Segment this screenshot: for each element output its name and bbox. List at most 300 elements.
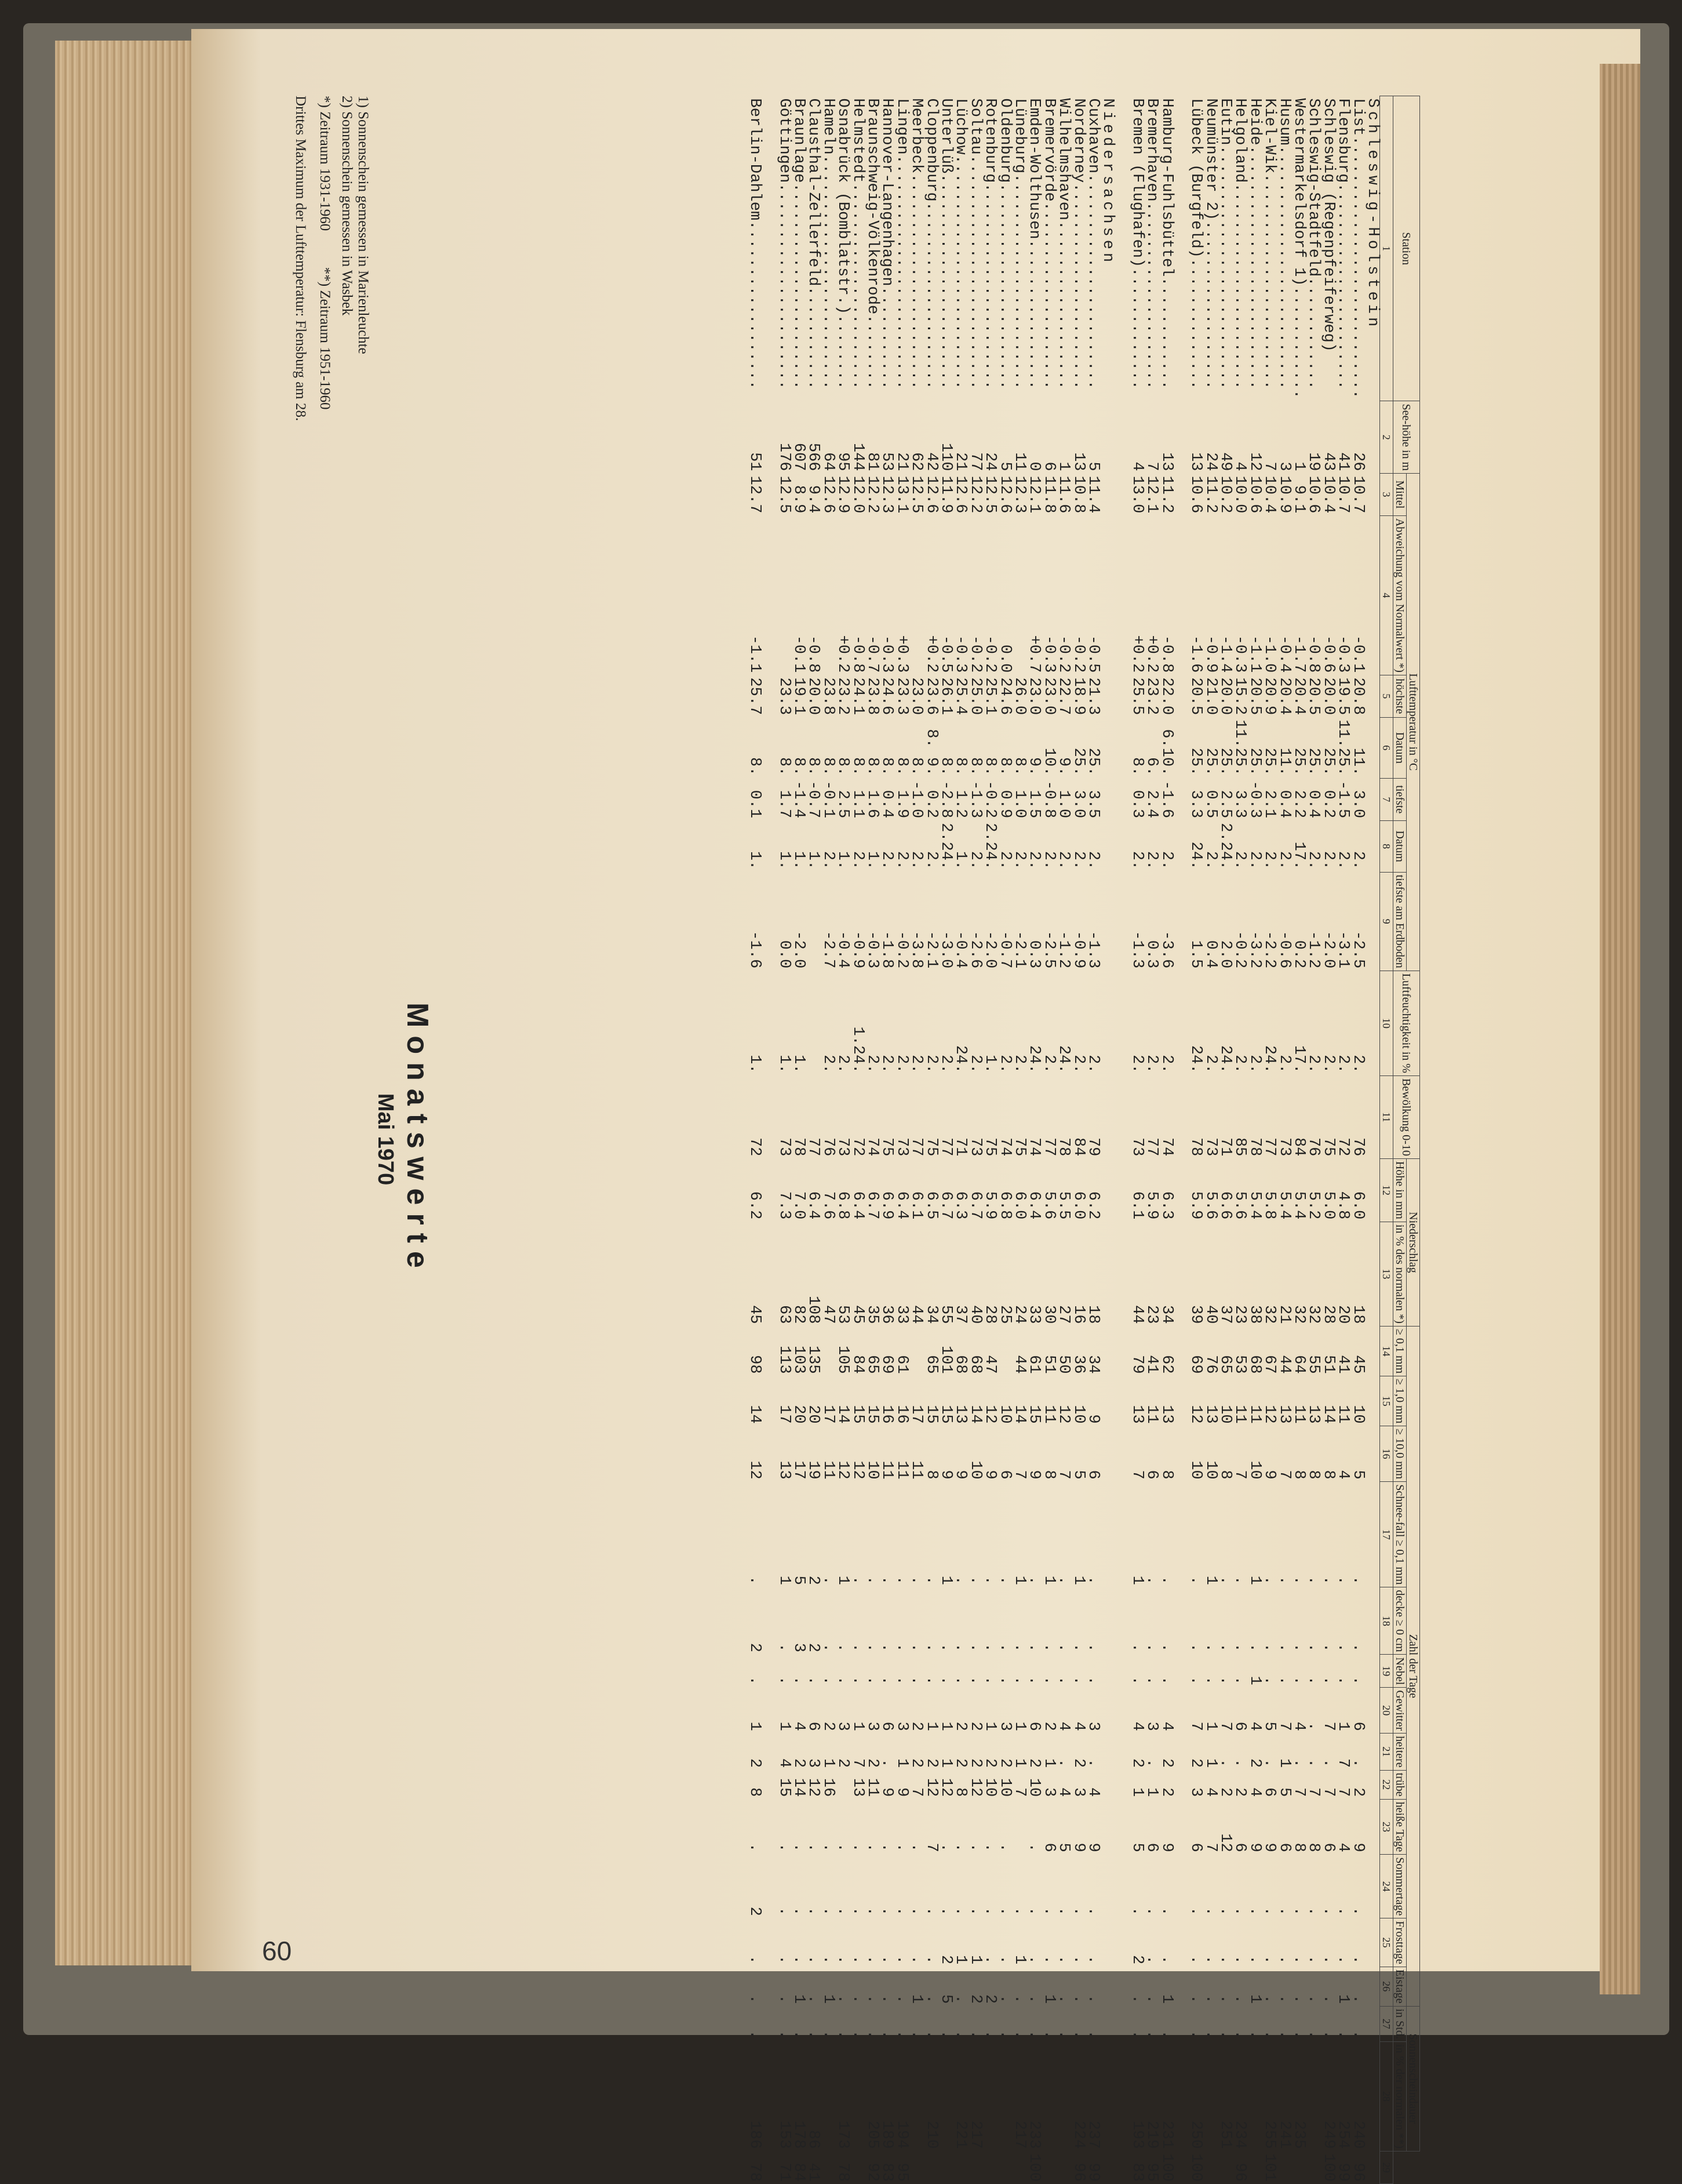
table-cell: -1.2 bbox=[1055, 931, 1073, 969]
table-cell: 8. bbox=[1128, 757, 1146, 776]
table-cell: 19 bbox=[804, 1460, 822, 1480]
table-cell: 607 bbox=[789, 442, 807, 471]
table-cell: 99 bbox=[1334, 2163, 1352, 2182]
table-cell: 9. bbox=[1055, 757, 1073, 776]
table-cell: 1. bbox=[746, 851, 764, 870]
table-cell: 0.4 bbox=[1305, 790, 1323, 819]
station-name: Unterlüß....................... bbox=[937, 98, 955, 390]
table-cell: 2.4 bbox=[1143, 790, 1161, 819]
table-cell: 5.2 bbox=[1305, 1191, 1323, 1220]
table-cell: -0.7 bbox=[804, 780, 822, 819]
column-number: 4 bbox=[1380, 515, 1393, 675]
table-cell: . bbox=[908, 1642, 926, 1652]
table-cell: 0.0 bbox=[775, 940, 793, 969]
table-cell: . bbox=[878, 1642, 896, 1652]
table-cell: . bbox=[819, 1906, 837, 1916]
table-cell: 23.0 bbox=[908, 677, 926, 715]
page-subtitle: Mai 1970 bbox=[373, 1093, 398, 1186]
table-cell: 20 bbox=[804, 1405, 822, 1424]
table-cell: . bbox=[1246, 1955, 1264, 1965]
table-cell: . bbox=[1025, 1642, 1043, 1652]
table-cell: 234 bbox=[1231, 2120, 1249, 2149]
table-cell: 1 bbox=[746, 1721, 764, 1731]
spacer-cell bbox=[1174, 96, 1188, 2184]
table-cell: 55 bbox=[937, 1305, 955, 1324]
table-cell: 12 bbox=[834, 1460, 852, 1480]
table-cell: . bbox=[878, 1994, 896, 2004]
table-cell: 241 bbox=[1275, 2120, 1293, 2149]
table-cell: 23.2 bbox=[834, 677, 852, 715]
table-cell: 13 bbox=[775, 1460, 793, 1480]
table-cell: -2.0 bbox=[981, 931, 999, 969]
table-cell: . bbox=[834, 1955, 852, 1965]
table-cell: 25. bbox=[1187, 747, 1205, 776]
table-cell: . bbox=[966, 1843, 984, 1852]
table-cell: . bbox=[908, 1906, 926, 1916]
table-cell: 64 bbox=[819, 452, 837, 471]
table-cell: 2. bbox=[1084, 1055, 1102, 1074]
table-cell: 36 bbox=[1069, 1355, 1087, 1374]
table-cell: 8 bbox=[1157, 1470, 1175, 1480]
table-cell: 2. bbox=[1202, 851, 1219, 870]
table-cell: . bbox=[996, 2030, 1014, 2040]
table-row bbox=[909, 96, 923, 2184]
table-cell: 2 bbox=[952, 1758, 970, 1768]
table-cell: 78 bbox=[1187, 1137, 1205, 1157]
table-cell: 3 bbox=[834, 1721, 852, 1731]
table-cell: . bbox=[1040, 1676, 1058, 1685]
table-cell: 7 bbox=[1275, 1470, 1293, 1480]
table-cell: 9.1 bbox=[1290, 485, 1308, 514]
table-cell: 34 bbox=[1157, 1305, 1175, 1324]
table-cell: 77 bbox=[966, 452, 984, 471]
table-cell: . bbox=[981, 1843, 999, 1852]
table-cell: 194 bbox=[893, 2120, 911, 2149]
table-cell: . bbox=[1143, 1994, 1161, 2004]
table-cell: 15 bbox=[1025, 1405, 1043, 1424]
table-cell: 10.9 bbox=[1275, 475, 1293, 514]
table-cell: 0.2 bbox=[1319, 790, 1337, 819]
table-cell: 27 bbox=[1055, 1305, 1073, 1324]
table-cell: . bbox=[834, 1676, 852, 1685]
table-cell: . bbox=[1011, 1642, 1029, 1652]
table-cell: . bbox=[1202, 2030, 1219, 2040]
table-cell: 16 bbox=[878, 1405, 896, 1424]
table-cell: . bbox=[1084, 2030, 1102, 2040]
column-number: 27 bbox=[1380, 2006, 1393, 2041]
table-cell: 1.7 bbox=[775, 790, 793, 819]
table-cell: . bbox=[1143, 1955, 1161, 1965]
table-cell: 8. bbox=[834, 757, 852, 776]
header-hoehe: Höhe in mm bbox=[1393, 1158, 1407, 1222]
table-cell: 55 bbox=[1305, 1355, 1323, 1374]
table-cell: 33 bbox=[1025, 1305, 1043, 1324]
column-number: 11 bbox=[1380, 1075, 1393, 1158]
table-cell: . bbox=[1011, 1994, 1029, 2004]
table-cell: 18 bbox=[1084, 1305, 1102, 1324]
table-cell: . bbox=[1275, 1955, 1293, 1965]
table-cell: . bbox=[1319, 1676, 1337, 1685]
table-cell: 6.0 bbox=[1069, 1191, 1087, 1220]
table-cell: 6 bbox=[1231, 1843, 1249, 1852]
table-cell: 26.1 bbox=[937, 677, 955, 715]
table-cell: . bbox=[1084, 1575, 1102, 1585]
header-schneedecke: decke ≥ 0 cm bbox=[1393, 1587, 1407, 1655]
table-row bbox=[1188, 96, 1203, 2184]
table-cell: 65 bbox=[922, 1355, 940, 1374]
table-cell: 78 bbox=[789, 1137, 807, 1157]
table-cell: 5 bbox=[1261, 1721, 1279, 1731]
table-cell: 41 bbox=[1143, 1355, 1161, 1374]
table-cell: 5.8 bbox=[1261, 1191, 1279, 1220]
column-number: 23 bbox=[1380, 1799, 1393, 1855]
table-cell: 73 bbox=[893, 1137, 911, 1157]
table-cell: 9 bbox=[1025, 1470, 1043, 1480]
table-cell: 233 bbox=[1025, 2120, 1043, 2149]
table-cell: 10.6 bbox=[1305, 475, 1323, 514]
table-cell: 6.9 bbox=[878, 1191, 896, 1220]
table-header bbox=[1380, 96, 1420, 2184]
table-cell: 21 bbox=[893, 452, 911, 471]
table-cell: 254 bbox=[1334, 2120, 1352, 2149]
table-cell: -1.7 bbox=[1290, 635, 1308, 673]
table-cell: -3.6 bbox=[1157, 931, 1175, 969]
column-number: 3 bbox=[1380, 474, 1393, 516]
table-row bbox=[1071, 96, 1085, 2184]
table-cell: 8. bbox=[966, 757, 984, 776]
table-cell: 18 bbox=[1349, 1305, 1367, 1324]
table-cell: . bbox=[834, 1906, 852, 1916]
table-row bbox=[1086, 96, 1100, 2184]
table-cell: -1.2 bbox=[1305, 931, 1323, 969]
table-cell: . bbox=[922, 2030, 940, 2040]
table-cell: 20.5 bbox=[1305, 677, 1323, 715]
table-cell: 13 bbox=[1157, 452, 1175, 471]
table-cell: 20.0 bbox=[1216, 677, 1234, 715]
table-cell: 7 bbox=[1055, 1470, 1073, 1480]
table-cell: 2.5 bbox=[834, 790, 852, 819]
table-cell: 21.3 bbox=[1084, 677, 1102, 715]
table-cell: 7 bbox=[922, 1843, 940, 1852]
table-cell: 0.4 bbox=[1202, 940, 1219, 969]
table-cell: . bbox=[1202, 1906, 1219, 1916]
table-cell: 84 bbox=[849, 1355, 867, 1374]
table-cell: 12 bbox=[1055, 1405, 1073, 1424]
table-cell: . bbox=[1157, 1906, 1175, 1916]
table-cell: 2. bbox=[1202, 1055, 1219, 1074]
table-cell bbox=[1203, 2151, 1217, 2184]
station-name: Emden-Wolthusen................ bbox=[1025, 98, 1043, 390]
table-cell: 12.2 bbox=[864, 475, 881, 514]
table-cell: . bbox=[1231, 1575, 1249, 1585]
table-cell: . bbox=[849, 1642, 867, 1652]
table-cell: 50 bbox=[1055, 1355, 1073, 1374]
table-cell: 2. bbox=[1128, 851, 1146, 870]
table-cell: 4 bbox=[1069, 1721, 1087, 1731]
table-cell: . bbox=[1290, 1642, 1308, 1652]
table-row bbox=[1320, 96, 1335, 2184]
table-cell: 1 bbox=[1334, 1721, 1352, 1731]
table-cell: . bbox=[996, 1843, 1014, 1852]
table-cell: 9 bbox=[1261, 1470, 1279, 1480]
column-number: 29 bbox=[1380, 2151, 1393, 2184]
table-cell: 1.0 bbox=[1011, 790, 1029, 819]
table-cell: 4 bbox=[1246, 1787, 1264, 1797]
table-cell: 1 bbox=[1128, 1575, 1146, 1585]
footnote-2: 2) Sonnenschein gemessen in Wasbek bbox=[339, 96, 355, 316]
table-cell: 42 bbox=[922, 452, 940, 471]
header-zahl: Zahl der Tage bbox=[1407, 1326, 1420, 2006]
station-name: Westermarkelsdorf 1)............ bbox=[1290, 98, 1308, 399]
section-spacer bbox=[1115, 96, 1130, 2184]
table-cell: 11 bbox=[1040, 1405, 1058, 1424]
table-cell: 2 bbox=[746, 1906, 764, 1916]
header-nebel: Nebel bbox=[1393, 1655, 1407, 1688]
table-cell: 4 bbox=[1128, 461, 1146, 471]
table-cell: 21 bbox=[1275, 1305, 1293, 1324]
station-name: Clausthal-Zellerfeld........... bbox=[804, 98, 822, 390]
table-cell: 2 bbox=[819, 1721, 837, 1731]
table-cell: 14 bbox=[789, 1778, 807, 1797]
table-cell: -0.2 bbox=[1231, 931, 1249, 969]
table-cell: 7 bbox=[1290, 1787, 1308, 1797]
table-cell: -2.0 bbox=[1319, 931, 1337, 969]
table-cell: 16 bbox=[893, 1405, 911, 1424]
table-cell: 47 bbox=[819, 1305, 837, 1324]
table-cell: -2.0 bbox=[789, 931, 807, 969]
table-cell: . bbox=[1305, 2030, 1323, 2040]
table-cell: 12 bbox=[937, 1778, 955, 1797]
table-cell: 64 bbox=[1290, 1355, 1308, 1374]
table-cell: 37 bbox=[1216, 1305, 1234, 1324]
column-number: 28 bbox=[1380, 2041, 1393, 2151]
station-name: Lüneburg....................... bbox=[1011, 98, 1029, 390]
table-cell: 2.0 bbox=[1216, 940, 1234, 969]
station-name: Bremervörde.................... bbox=[1040, 98, 1058, 390]
table-cell: . bbox=[1069, 2030, 1087, 2040]
table-cell: 12.5 bbox=[981, 475, 999, 514]
table-cell: . bbox=[1084, 1906, 1102, 1916]
table-cell: 5 bbox=[1275, 1787, 1293, 1797]
table-row bbox=[776, 96, 791, 2184]
table-cell: 205 bbox=[864, 2120, 881, 2149]
table-cell: . bbox=[996, 1575, 1014, 1585]
table-cell: 6 bbox=[1231, 1721, 1249, 1731]
table-cell: 99 bbox=[1084, 2163, 1102, 2182]
table-cell: 10.4 bbox=[1319, 475, 1337, 514]
table-cell: 41 bbox=[1334, 452, 1352, 471]
table-cell: 11 bbox=[819, 1460, 837, 1480]
table-cell: . bbox=[1275, 2030, 1293, 2040]
table-cell: 24 bbox=[1202, 452, 1219, 471]
table-cell: 3.0 bbox=[1069, 790, 1087, 819]
table-cell: 4 bbox=[1157, 1721, 1175, 1731]
table-cell: 11 bbox=[1011, 452, 1029, 471]
table-cell: 12.6 bbox=[922, 475, 940, 514]
table-cell: 1. bbox=[834, 851, 852, 870]
table-cell: 75 bbox=[922, 1137, 940, 1157]
table-cell: 7 bbox=[1231, 1470, 1249, 1480]
table-cell: 17 bbox=[789, 1460, 807, 1480]
table-cell: 77 bbox=[1040, 1137, 1058, 1157]
table-cell: 5.6 bbox=[1202, 1191, 1219, 1220]
table-cell: . bbox=[1349, 1906, 1367, 1916]
table-cell: 2. bbox=[937, 1055, 955, 1074]
table-cell: 17 bbox=[908, 1405, 926, 1424]
table-cell: 2. bbox=[1143, 1055, 1161, 1074]
table-cell: 12.7 bbox=[746, 475, 764, 514]
table-cell bbox=[997, 2151, 1011, 2184]
table-cell: 77 bbox=[804, 1137, 822, 1157]
table-cell: . bbox=[1349, 1994, 1367, 2004]
table-cell: 0.0 bbox=[996, 644, 1014, 673]
table-cell: 101 bbox=[937, 1345, 955, 1374]
table-cell: 53 bbox=[878, 452, 896, 471]
table-cell: . bbox=[1011, 2030, 1029, 2040]
table-cell bbox=[997, 2041, 1011, 2151]
table-cell: 13.0 bbox=[1128, 475, 1146, 514]
table-cell: . bbox=[908, 1843, 926, 1852]
weather-table bbox=[747, 96, 1420, 2184]
header-datum-2: Datum bbox=[1393, 820, 1407, 872]
table-cell: 11 bbox=[1231, 1405, 1249, 1424]
table-cell: 72 bbox=[746, 1137, 764, 1157]
table-cell: 7 bbox=[1216, 1721, 1234, 1731]
table-cell: 8.9 bbox=[789, 485, 807, 514]
table-cell: 210 bbox=[922, 2120, 940, 2149]
table-cell: 11. bbox=[1349, 747, 1367, 776]
table-cell: 8. bbox=[746, 757, 764, 776]
table-cell: 63 bbox=[775, 1305, 793, 1324]
table-cell: . bbox=[1202, 1642, 1219, 1652]
table-cell: . bbox=[1187, 1994, 1205, 2004]
table-cell: -2.5 bbox=[1349, 931, 1367, 969]
table-cell: 7 bbox=[1187, 1721, 1205, 1731]
table-cell: 12 bbox=[1261, 1405, 1279, 1424]
table-cell: 12.6 bbox=[952, 475, 970, 514]
header-niederschlag: Niederschlag bbox=[1407, 1158, 1420, 1326]
table-cell: 193 bbox=[1128, 2120, 1146, 2149]
table-cell: 1 bbox=[937, 1758, 955, 1768]
table-cell: . bbox=[789, 1843, 807, 1852]
table-cell: . bbox=[1290, 2030, 1308, 2040]
table-cell: 6 bbox=[1187, 1843, 1205, 1852]
table-cell: 2. bbox=[908, 851, 926, 870]
table-cell: -0.8 bbox=[849, 635, 867, 673]
table-cell: 2. bbox=[1231, 1055, 1249, 1074]
table-cell: . bbox=[1261, 2030, 1279, 2040]
table-cell: 8. bbox=[864, 757, 881, 776]
table-cell: . bbox=[1187, 1955, 1205, 1965]
table-cell: 153 bbox=[775, 2120, 793, 2149]
table-cell: 75 bbox=[981, 1137, 999, 1157]
table-cell: 12.3 bbox=[1011, 475, 1029, 514]
table-cell: . bbox=[1290, 1994, 1308, 2004]
table-cell: . bbox=[1305, 1758, 1323, 1768]
table-cell bbox=[1012, 515, 1026, 675]
table-cell: . bbox=[1275, 1994, 1293, 2004]
column-number: 10 bbox=[1380, 971, 1393, 1075]
table-row bbox=[865, 96, 879, 2184]
table-cell: 0.5 bbox=[1202, 790, 1219, 819]
table-cell: 40 bbox=[966, 1305, 984, 1324]
table-cell: -2.2 bbox=[1261, 931, 1279, 969]
table-cell: . bbox=[1334, 1575, 1352, 1585]
table-cell: . bbox=[1202, 1955, 1219, 1965]
table-cell: . bbox=[789, 1906, 807, 1916]
table-cell: 240 bbox=[1349, 2120, 1367, 2149]
table-cell: 2 bbox=[996, 1758, 1014, 1768]
table-cell: 51 bbox=[1319, 1355, 1337, 1374]
table-cell: 2. bbox=[878, 851, 896, 870]
table-cell: . bbox=[1349, 2030, 1367, 2040]
table-cell: 24. bbox=[1187, 1045, 1205, 1074]
table-cell: -2.1 bbox=[1011, 931, 1029, 969]
table-cell: . bbox=[1216, 1906, 1234, 1916]
table-cell: 78 bbox=[746, 2163, 764, 2182]
table-cell: 20 bbox=[789, 1405, 807, 1424]
table-cell: 73 bbox=[1202, 1137, 1219, 1157]
table-cell: 5.9 bbox=[1187, 1191, 1205, 1220]
table-cell: . bbox=[1275, 1906, 1293, 1916]
table-cell: . bbox=[1055, 1642, 1073, 1652]
table-cell: . bbox=[1084, 1758, 1102, 1768]
table-row bbox=[982, 96, 997, 2184]
station-name: Soltau......................... bbox=[966, 98, 984, 390]
table-cell: 2. bbox=[1040, 851, 1058, 870]
column-number: 9 bbox=[1380, 872, 1393, 971]
table-cell: 9 bbox=[1157, 1843, 1175, 1852]
table-cell: 20.9 bbox=[1261, 677, 1279, 715]
table-cell: 78 bbox=[1055, 1137, 1073, 1157]
column-number: 17 bbox=[1380, 1482, 1393, 1587]
table-cell: 43 bbox=[1319, 452, 1337, 471]
table-cell: 9 bbox=[1084, 1843, 1102, 1852]
table-cell bbox=[820, 1326, 835, 1376]
table-cell: 75 bbox=[878, 1137, 896, 1157]
table-cell: 12.9 bbox=[834, 475, 852, 514]
footnote-4: Drittes Maximum der Lufttemperatur: Flensburg am 28. bbox=[293, 96, 308, 421]
table-cell: 8. bbox=[981, 757, 999, 776]
header-tiefste: tiefste bbox=[1393, 778, 1407, 820]
table-cell: 10 bbox=[996, 1778, 1014, 1797]
table-cell: . bbox=[864, 1575, 881, 1585]
table-cell: 8. bbox=[789, 757, 807, 776]
table-cell: 1.6 bbox=[864, 790, 881, 819]
table-cell: 4 bbox=[1128, 1721, 1146, 1731]
table-cell: 13 bbox=[952, 1405, 970, 1424]
table-cell: 15 bbox=[922, 1405, 940, 1424]
column-number: 8 bbox=[1380, 820, 1393, 872]
station-name: Heide.......................... bbox=[1246, 98, 1264, 390]
table-cell: . bbox=[937, 1843, 955, 1852]
table-cell: 15.2 bbox=[1231, 677, 1249, 715]
table-row bbox=[1276, 96, 1291, 2184]
table-cell: 8 bbox=[952, 1787, 970, 1797]
table-cell: 6 bbox=[1319, 1843, 1337, 1852]
table-cell: 13 bbox=[1157, 1405, 1175, 1424]
section-heading: Schleswig-Holstein bbox=[1364, 98, 1381, 330]
table-cell: 176 bbox=[775, 442, 793, 471]
table-cell: 6 bbox=[878, 1721, 896, 1731]
table-cell: 3.0 bbox=[1349, 790, 1367, 819]
table-cell: 4 bbox=[1334, 1470, 1352, 1480]
table-cell: -0.1 bbox=[1349, 635, 1367, 673]
table-cell: 10.7 bbox=[1334, 475, 1352, 514]
table-cell: -0.2 bbox=[1055, 635, 1073, 673]
table-cell: 2. bbox=[1128, 1055, 1146, 1074]
table-cell: . bbox=[1231, 1676, 1249, 1685]
